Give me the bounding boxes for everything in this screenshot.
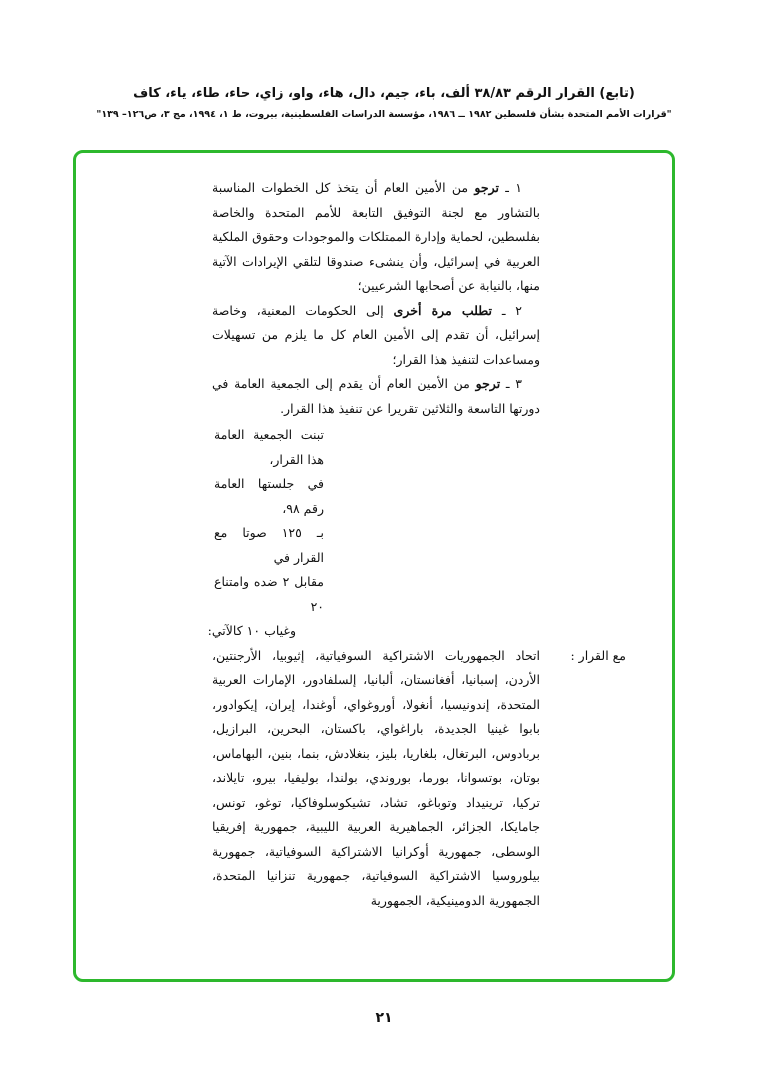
adoption-line: بـ ١٢٥ صوتا مع القرار في	[214, 525, 324, 565]
votes-in-favour-list: اتحاد الجمهوريات الاشتراكية السوفياتية، إثيوبيا، الأرجنتين، الأردن، إسبانيا، أفغانستان، ألبانيا، إلسلفادور، الإمارات العربية المتحدة، إندونيسيا، أنغولا، أوروغواي، أوغندا، إيران، إيكوادور، بابوا غينيا الجديدة، باراغواي، باكستان، البحرين، البرازيل، بربادوس، البرتغال، بلغاريا، بليز، بنغلادش، بنما، بنين، البهاماس، بوتان، بوتسوانا، بورما، بوروندي، بولندا، بوليفيا، بيرو، تايلاند، تركيا، ترينيداد وتوباغو، تشاد، تشيكوسلوفاكيا، توغو، تونس، جامايكا، الجزائر، الجماهيرية العربية الليبية، جمهورية إفريقيا الوسطى، جمهورية أوكرانيا الاشتراكية السوفياتية، جمهورية بيلوروسيا الاشتراكية السوفياتية، جمهورية تنزانيا المتحدة، الجمهورية الدومينيكية، الجمهورية	[212, 647, 540, 908]
page-header-source: "قرارات الأمم المتحدة بشأن فلسطين ١٩٨٢ ــ ١٩٨٦، مؤسسة الدراسات الفلسطينية، بيروت، ط ١، ١٩٩٤، مج ٣، ص١٢٦– ١٣٩"	[96, 109, 672, 120]
adoption-line: وغياب ١٠ كالآتي:	[207, 623, 296, 638]
operative-verb: ترجو	[474, 180, 499, 195]
paragraph-text: من الأمين العام أن يقدم إلى الجمعية العامة في دورتها التاسعة والثلاثين تقريرا عن تنفيذ هذا القرار.	[212, 376, 540, 416]
paragraph-number: ٢ ـ	[501, 302, 523, 318]
votes-in-favour-label: مع القرار :	[570, 647, 626, 663]
page-number: ٢١	[375, 1010, 393, 1026]
operative-paragraph-3	[212, 372, 540, 421]
adoption-line: مقابل ٢ ضده وامتناع ٢٠	[214, 574, 325, 614]
operative-paragraph-2	[212, 299, 540, 373]
paragraph-text: من الأمين العام أن يتخذ كل الخطوات المناسبة بالتشاور مع لجنة التوفيق التابعة للأمم المتحدة والخاصة بفلسطين، لحماية وإدارة الممتلكات والموجودات وحقوق الملكية العربية في إسرائيل، وأن ينشىء صندوقا لتلقي الإيرادات الآتية منها، بالنيابة عن أصحابها الشرعيين؛	[212, 180, 540, 293]
paragraph-number: ١ ـ	[505, 180, 522, 195]
page-header-title: (تابع) القرار الرقم ٣٨/٨٣ ألف، باء، جيم، دال، هاء، واو، زاي، حاء، طاء، ياء، كاف	[133, 86, 635, 101]
adoption-line: في جلستها العامة رقم ٩٨،	[214, 476, 324, 516]
paragraph-number: ٣ ـ	[505, 376, 523, 391]
operative-verb: ترجو	[475, 376, 501, 391]
adoption-note	[207, 423, 540, 644]
resolution-body	[207, 176, 626, 913]
paragraph-text: إلى الحكومات المعنية، وخاصة إسرائيل، أن تقدم إلى الأمين العام كل ما يلزم من تسهيلات ومساعدات لتنفيذ هذا القرار؛	[212, 302, 540, 367]
adoption-line: تبنت الجمعية العامة هذا القرار،	[214, 427, 324, 467]
votes-in-favour	[212, 644, 626, 914]
operative-verb: تطلب مرة أخرى	[393, 302, 493, 318]
operative-paragraph-1	[212, 176, 540, 299]
